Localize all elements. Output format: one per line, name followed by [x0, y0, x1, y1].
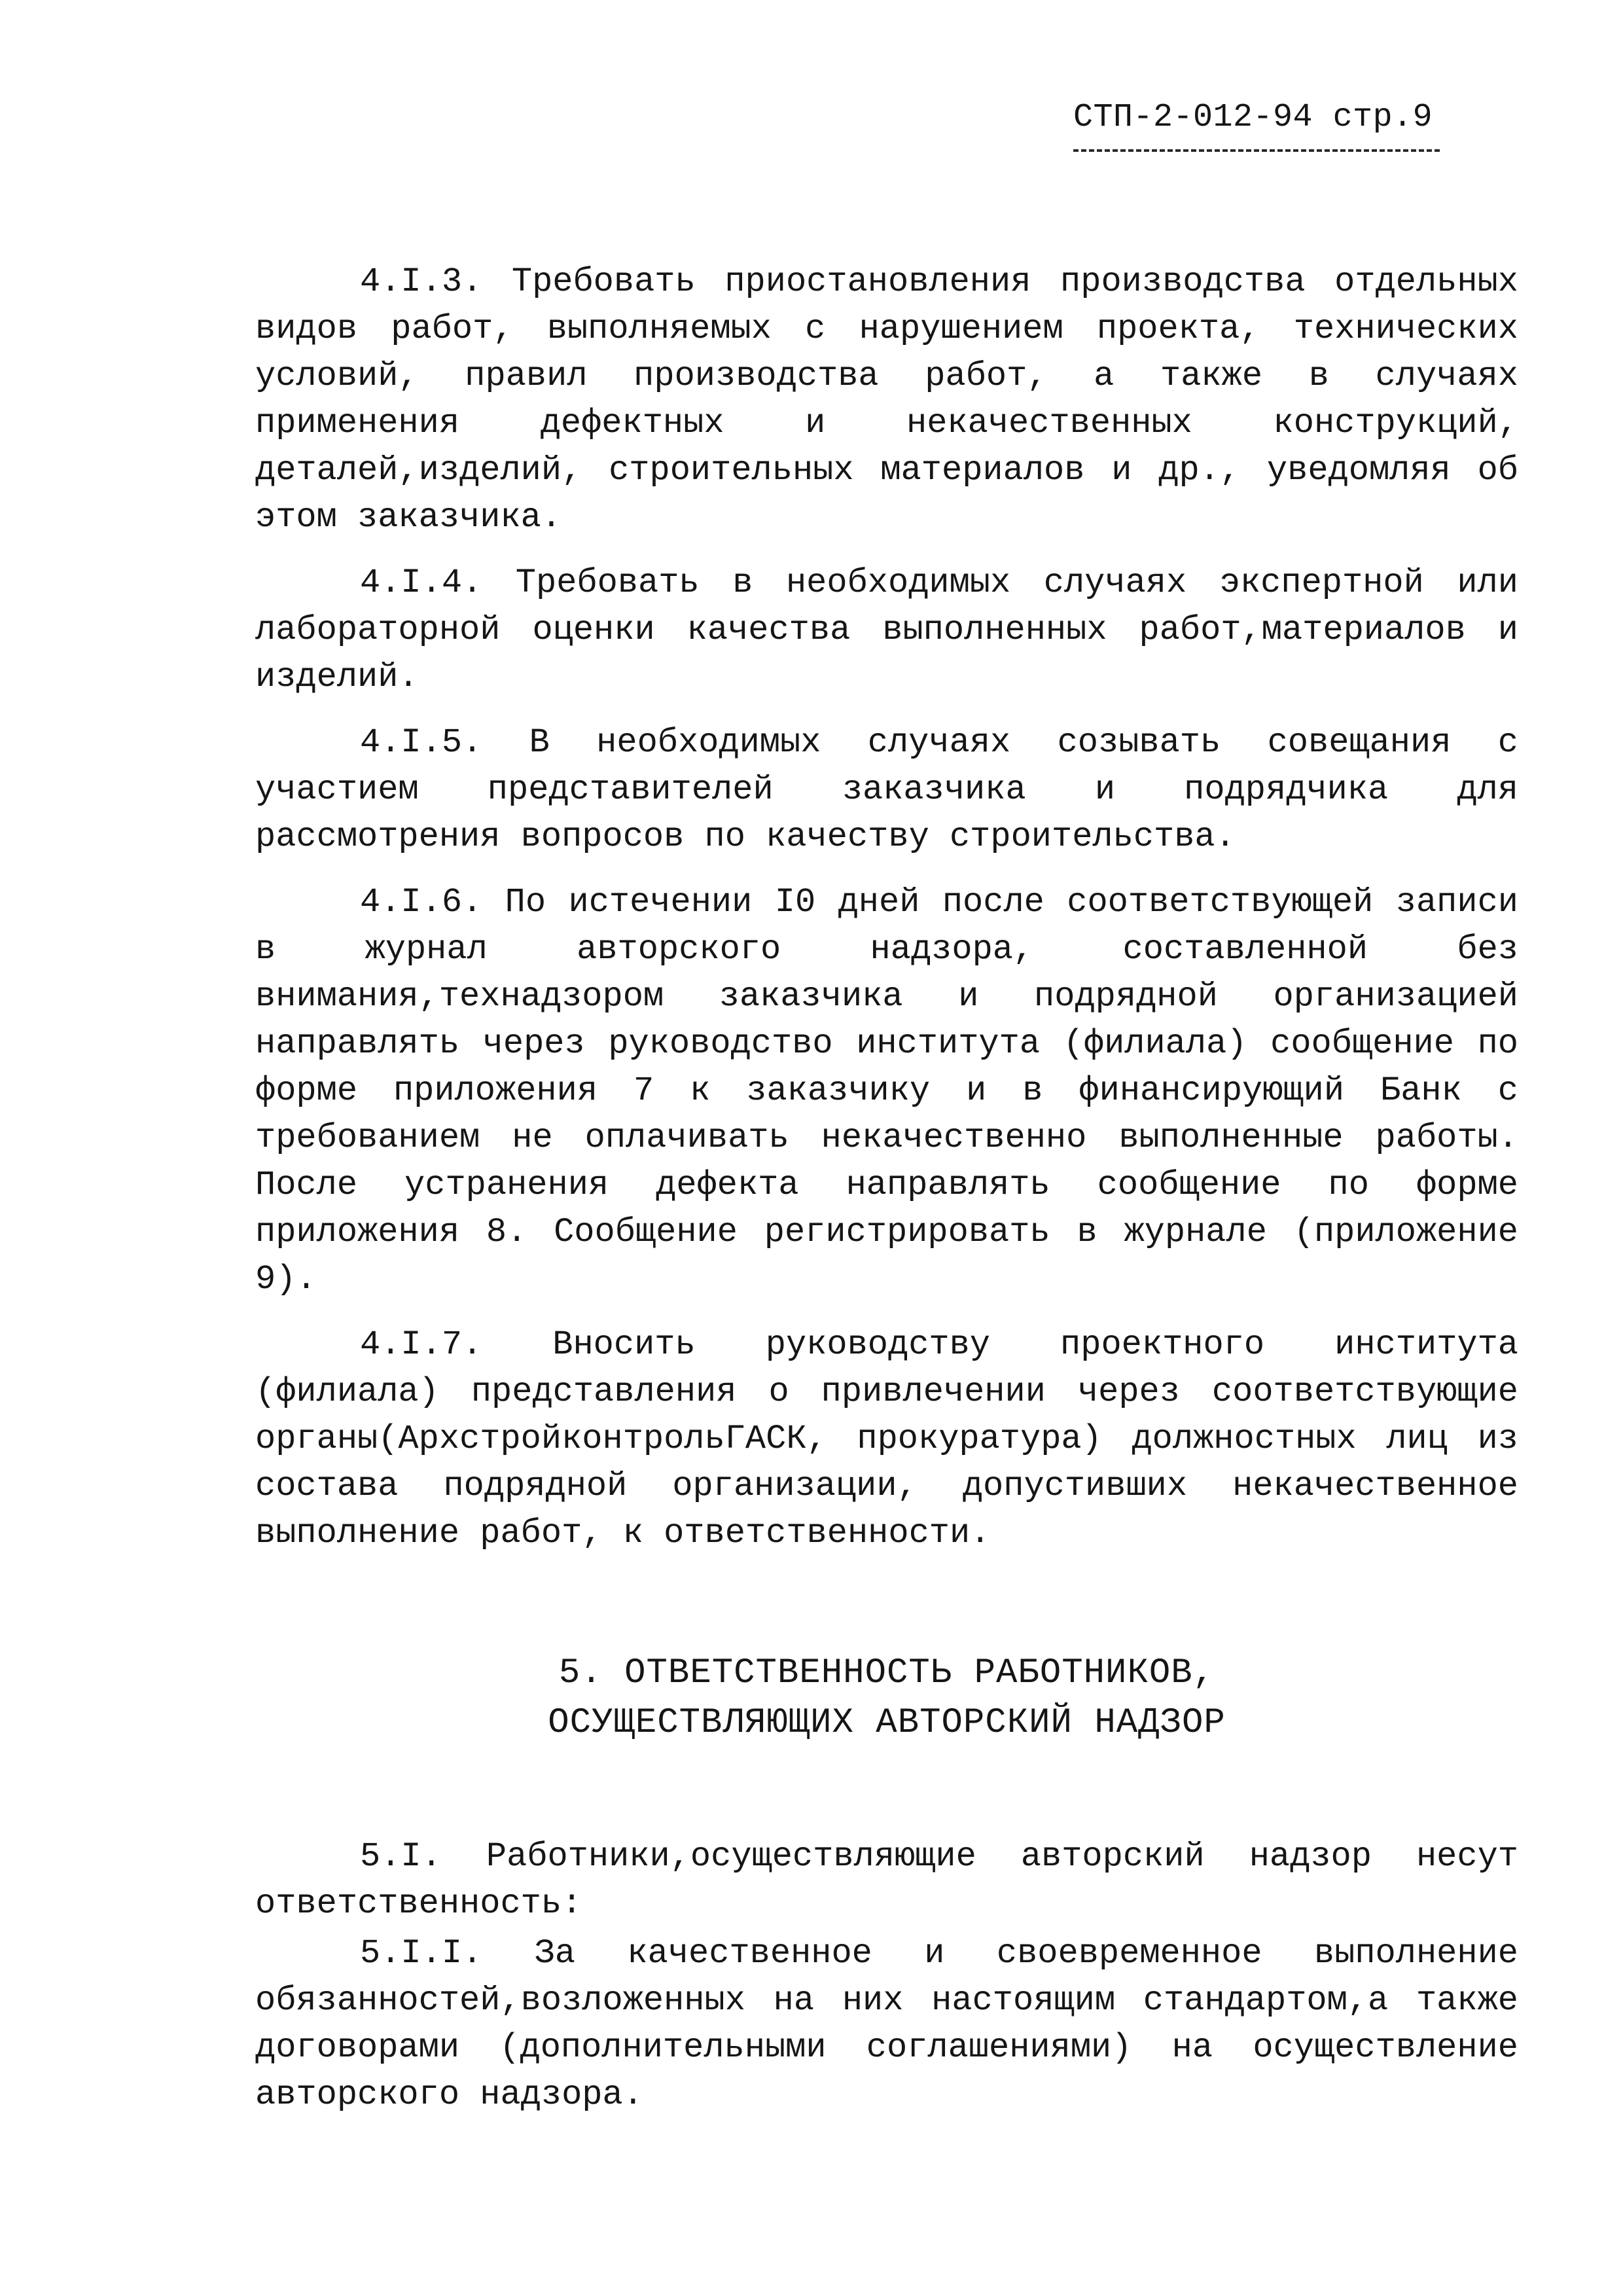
- paragraph-4-1-7: 4.I.7. Вносить руководству проектного института (филиала) представления о привлечении через соответствующие органы(АрхстройконтрольГАСК, прокуратура) должностных лиц из состава подрядной организации, допустивших некачественное выполнение работ, к ответственности.: [255, 1325, 1518, 1552]
- paragraph-5-1-1: 5.I.I. За качественное и своевременное выполнение обязанностей,возложенных на них настоящим стандартом,а также договорами (дополнительными соглашениями) на осуществление авторского надзора.: [255, 1934, 1518, 2114]
- paragraph-4-1-6: 4.I.6. По истечении I0 дней после соответствующей записи в журнал авторского надзора, составленной без внимания,технадзором заказчика и подрядной организацией направлять через руководство института (филиала) сообщение по форме приложения 7 к заказчику и в финансирующий Банк с требованием не оплачивать некачественно выполненные работы. После устранения дефекта направлять сообщение по форме приложения 8. Сообщение регистрировать в журнале (приложение 9).: [255, 883, 1518, 1299]
- paragraph-4-1-3: 4.I.3. Требовать приостановления производства отдельных видов работ, выполняемых с нарушением проекта, технических условий, правил производства работ, а также в случаях применения дефектных и некачественных конструкций, деталей,изделий, строительных материалов и др., уведомляя об этом заказчика.: [255, 262, 1518, 537]
- header-underline: [1073, 149, 1440, 152]
- section-5-heading-line-2: ОСУЩЕСТВЛЯЮЩИХ АВТОРСКИЙ НАДЗОР: [548, 1703, 1226, 1743]
- document-body: [255, 259, 1518, 2119]
- paragraph-4-1-5: 4.I.5. В необходимых случаях созывать совещания с участием представителей заказчика и подрядчика для рассмотрения вопросов по качеству строительства.: [255, 723, 1518, 856]
- paragraph-4-1-4: 4.I.4. Требовать в необходимых случаях экспертной или лабораторной оценки качества выполненных работ,материалов и изделий.: [255, 564, 1518, 696]
- document-reference: СТП-2-012-94 стр.9: [1073, 99, 1433, 136]
- section-5-heading: [255, 1649, 1518, 1748]
- paragraph-5-1: 5.I. Работники,осуществляющие авторский надзор несут ответственность:: [255, 1837, 1518, 1923]
- section-5-heading-line-1: 5. ОТВЕТСТВЕННОСТЬ РАБОТНИКОВ,: [558, 1653, 1215, 1693]
